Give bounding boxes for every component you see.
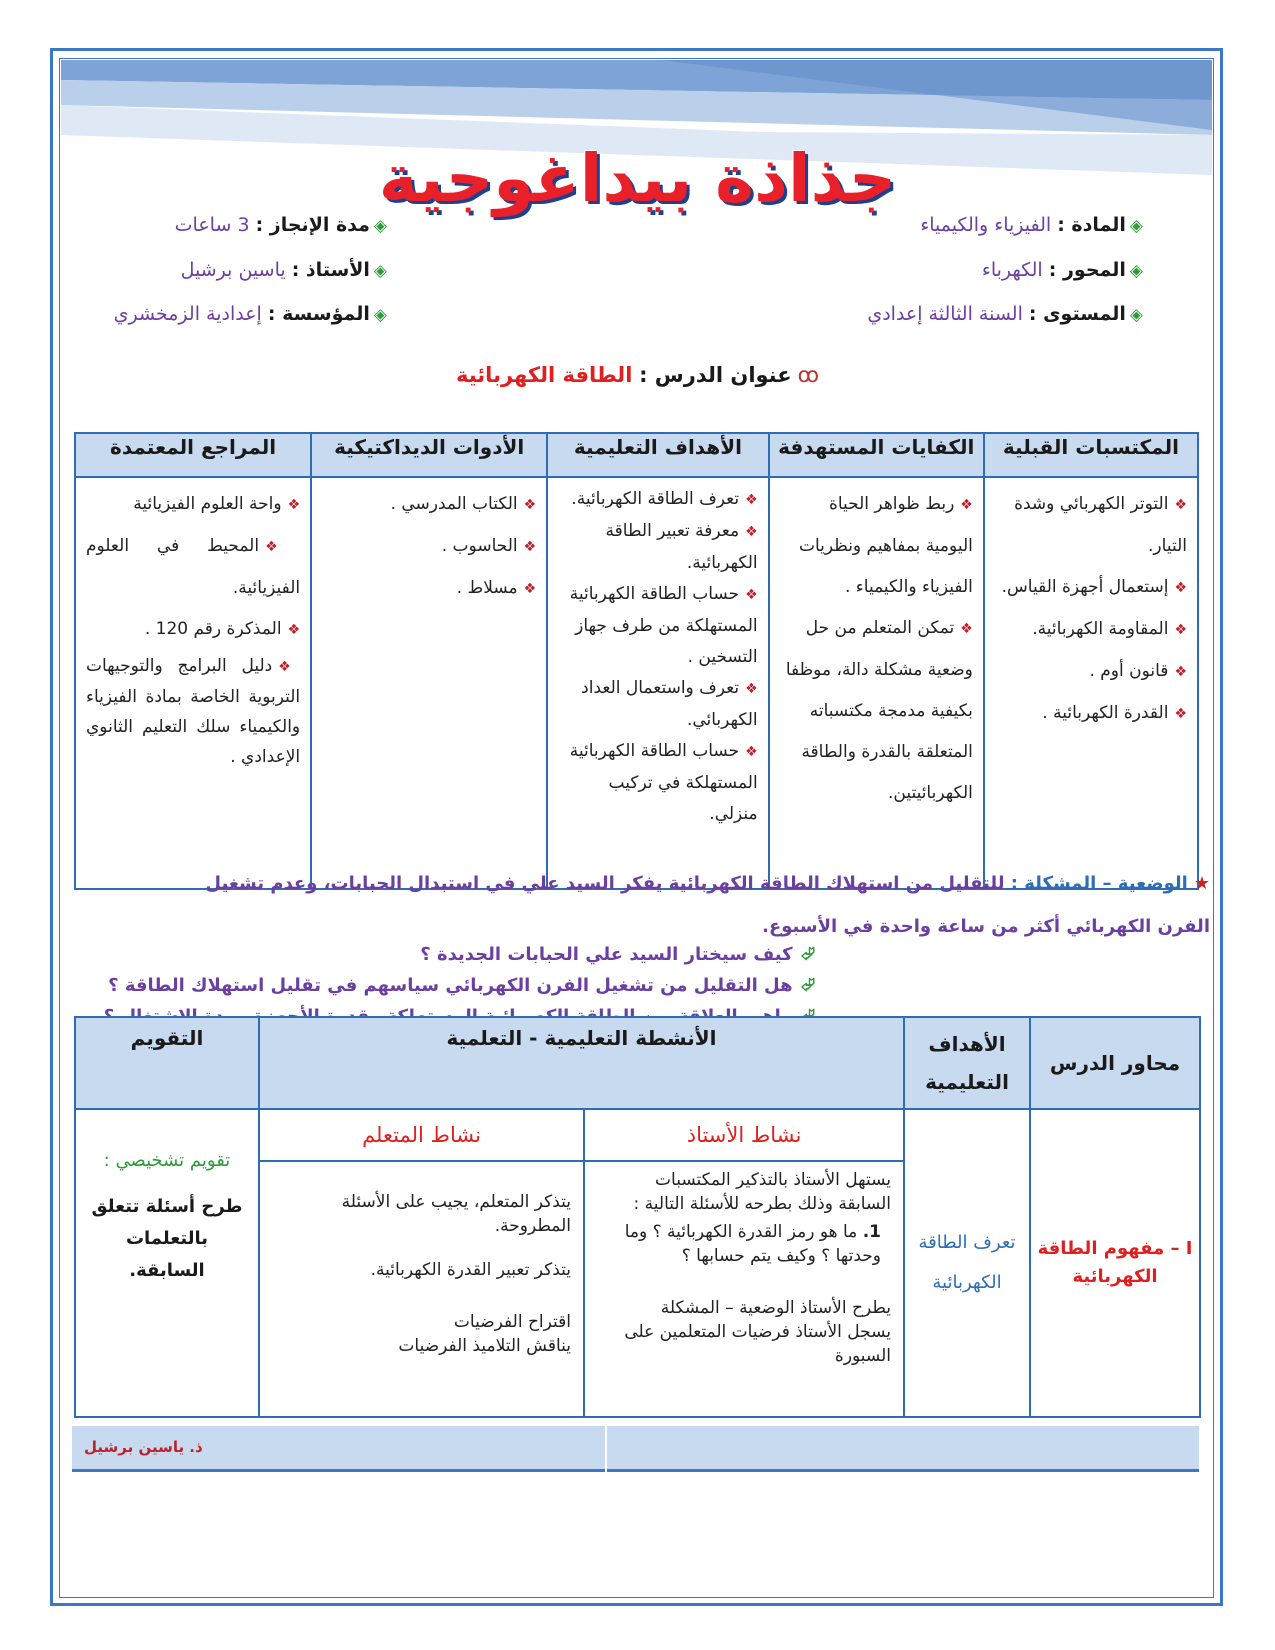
list-item: ❖الحاسوب . xyxy=(441,536,537,556)
list-item: ❖دليل البرامج والتوجيهات التربوية الخاصة بمادة الفيزياء والكيمياء سلك التعليم الثانوي الإعدادي . xyxy=(86,656,301,767)
bullet-icon: ❖ xyxy=(960,497,973,513)
arrow-icon: ⮰ xyxy=(800,975,815,996)
objectives-cell xyxy=(547,477,768,889)
list-item: ❖تمكن المتعلم من حل وضعية مشكلة دالة، موظفا بكيفية مدمجة مكتسباته المتعلقة بالقدرة والطاقة الكهربائيتين. xyxy=(785,618,973,803)
teacher-activity xyxy=(584,1161,904,1417)
list-item: ❖إستعمال أجهزة القياس. xyxy=(1001,577,1187,597)
evaluation-text: طرح أسئلة تتعلق بالتعلمات السابقة. xyxy=(91,1196,243,1281)
learner-activity-header: نشاط المتعلم xyxy=(259,1109,584,1161)
question-2: ⮰هل التقليل من تشغيل الفرن الكهربائي سياسهم في تقليل استهلاك الطاقة ؟ xyxy=(108,975,815,996)
activities-table xyxy=(74,1016,1201,1418)
evaluation-label: تقويم تشخيصي : xyxy=(103,1150,231,1171)
list-item: ❖قانون أوم . xyxy=(1089,661,1187,681)
list-item: ❖حساب الطاقة الكهربائية المستهلكة في تركيب منزلي. xyxy=(569,741,758,824)
info-school: ◈المؤسسة : إعدادية الزمخشري xyxy=(113,303,387,325)
diamond-icon: ◈ xyxy=(373,261,387,281)
header-axes: محاور الدرس xyxy=(1030,1017,1200,1109)
list-item: ❖القدرة الكهربائية . xyxy=(1042,703,1187,723)
header-evaluation: التقويم xyxy=(75,1017,259,1109)
bullet-icon: ❖ xyxy=(265,539,301,555)
list-item: ❖المذكرة رقم 120 . xyxy=(144,619,301,639)
bullet-icon: ❖ xyxy=(523,497,537,513)
diamond-icon: ◈ xyxy=(373,216,387,236)
list-item: ❖واحة العلوم الفيزيائية xyxy=(133,494,301,514)
bullet-icon: ❖ xyxy=(1174,664,1187,680)
list-item: ❖تعرف الطاقة الكهربائية. xyxy=(571,489,758,509)
learner-recall: يتذكر المتعلم، يجيب على الأسئلة المطروحة. xyxy=(341,1192,572,1236)
footer-bar xyxy=(72,1426,1199,1472)
header-competencies: الكفايات المستهدفة xyxy=(769,433,984,477)
header-activities: الأنشطة التعليمية - التعلمية xyxy=(259,1017,904,1109)
tools-cell xyxy=(311,477,547,889)
list-item: ❖التوتر الكهربائي وشدة التيار. xyxy=(1014,494,1187,556)
bullet-icon: ❖ xyxy=(960,621,973,637)
learner-discuss: يناقش التلاميذ الفرضيات xyxy=(398,1336,572,1356)
bullet-icon: ❖ xyxy=(745,492,758,508)
diamond-icon: ◈ xyxy=(1129,261,1143,281)
bullet-icon: ❖ xyxy=(523,581,537,597)
learner-expression: يتذكر تعبير القدرة الكهربائية. xyxy=(370,1260,572,1280)
list-item: ❖ربط ظواهر الحياة اليومية بمفاهيم ونظريات الفيزياء والكيمياء . xyxy=(798,494,973,597)
diamond-icon: ◈ xyxy=(1129,216,1143,236)
bullet-icon: ❖ xyxy=(1174,580,1187,596)
bullet-icon: ❖ xyxy=(1174,497,1187,513)
teacher-situation: يطرح الأستاذ الوضعية – المشكلة xyxy=(660,1298,892,1318)
list-item: ❖المحيط في العلوم الفيزيائية. xyxy=(86,536,301,598)
bullet-icon: ❖ xyxy=(745,681,758,697)
bullet-icon: ❖ xyxy=(287,622,301,638)
teacher-intro: يستهل الأستاذ بالتذكير المكتسبات السابقة وذلك بطرحه للأسئلة التالية : xyxy=(633,1170,892,1214)
list-item: ❖معرفة تعبير الطاقة الكهربائية. xyxy=(605,521,758,573)
bullet-icon: ❖ xyxy=(278,659,301,675)
header-tools: الأدوات الديداكتيكية xyxy=(311,433,547,477)
info-axis: ◈المحور : الكهرباء xyxy=(981,259,1143,281)
list-item: ❖المقاومة الكهربائية. xyxy=(1032,619,1187,639)
competencies-cell xyxy=(769,477,984,889)
arrow-icon: ⮰ xyxy=(800,944,815,965)
info-level: ◈المستوى : السنة الثالثة إعدادي xyxy=(867,303,1143,325)
header-goals: الأهداف التعليمية xyxy=(904,1017,1030,1109)
info-subject: ◈المادة : الفيزياء والكيمياء xyxy=(920,214,1143,236)
list-item: ❖تعرف واستعمال العداد الكهربائي. xyxy=(581,678,758,730)
teacher-question: 1. ما هو رمز القدرة الكهربائية ؟ وما وحدتها ؟ وكيف يتم حسابها ؟ xyxy=(624,1222,882,1266)
star-icon: ★ xyxy=(1193,873,1210,894)
page-title: جذاذة بيداغوجية xyxy=(378,140,897,217)
header-objectives: الأهداف التعليمية xyxy=(547,433,768,477)
evaluation-cell xyxy=(75,1109,259,1417)
header-prior: المكتسبات القبلية xyxy=(984,433,1198,477)
bullet-icon: ❖ xyxy=(287,497,301,513)
lesson-goal: تعرف الطاقة الكهربائية xyxy=(904,1109,1030,1417)
footer-divider xyxy=(605,1426,607,1472)
list-item: ❖مسلاط . xyxy=(456,578,537,598)
question-1: ⮰كيف سيختار السيد علي الحبابات الجديدة ؟ xyxy=(420,944,815,965)
info-duration: ◈مدة الإنجاز : 3 ساعات xyxy=(174,214,387,236)
footer-author: ذ. ياسين برشيل xyxy=(84,1438,203,1456)
info-teacher: ◈الأستاذ : ياسين برشيل xyxy=(180,259,387,281)
references-cell xyxy=(75,477,311,889)
diamond-icon: ◈ xyxy=(373,305,387,325)
diamond-icon: ◈ xyxy=(1129,305,1143,325)
list-item: ❖الكتاب المدرسي . xyxy=(390,494,537,514)
lesson-title: ꝏعنوان الدرس : الطاقة الكهربائية xyxy=(455,363,819,387)
header-references: المراجع المعتمدة xyxy=(75,433,311,477)
bullet-icon: ❖ xyxy=(523,539,537,555)
prior-cell xyxy=(984,477,1198,889)
bullet-icon: ❖ xyxy=(745,524,758,540)
bullet-icon: ❖ xyxy=(1174,706,1187,722)
ornament-icon: ꝏ xyxy=(797,363,819,387)
bullet-icon: ❖ xyxy=(1174,622,1187,638)
learner-hypotheses: اقتراح الفرضيات xyxy=(453,1312,572,1332)
teacher-activity-header: نشاط الأستاذ xyxy=(584,1109,904,1161)
teacher-hypotheses: يسجل الأستاذ فرضيات المتعلمين على السبورة xyxy=(624,1322,892,1366)
bullet-icon: ❖ xyxy=(745,744,758,760)
bullet-icon: ❖ xyxy=(745,587,758,603)
list-item: ❖حساب الطاقة الكهربائية المستهلكة من طرف جهاز التسخين . xyxy=(569,584,758,667)
learner-activity xyxy=(259,1161,584,1417)
prerequisites-table xyxy=(74,432,1199,890)
lesson-axis: I – مفهوم الطاقة الكهربائية xyxy=(1030,1109,1200,1417)
problem-situation: ★الوضعية – المشكلة : للتقليل من استهلاك الطاقة الكهربائية يفكر السيد علي في استبدال الحبابات، وعدم تشغيل الفرن الكهربائي أكثر من ساعة واحدة في الأسبوع. xyxy=(205,873,1210,937)
